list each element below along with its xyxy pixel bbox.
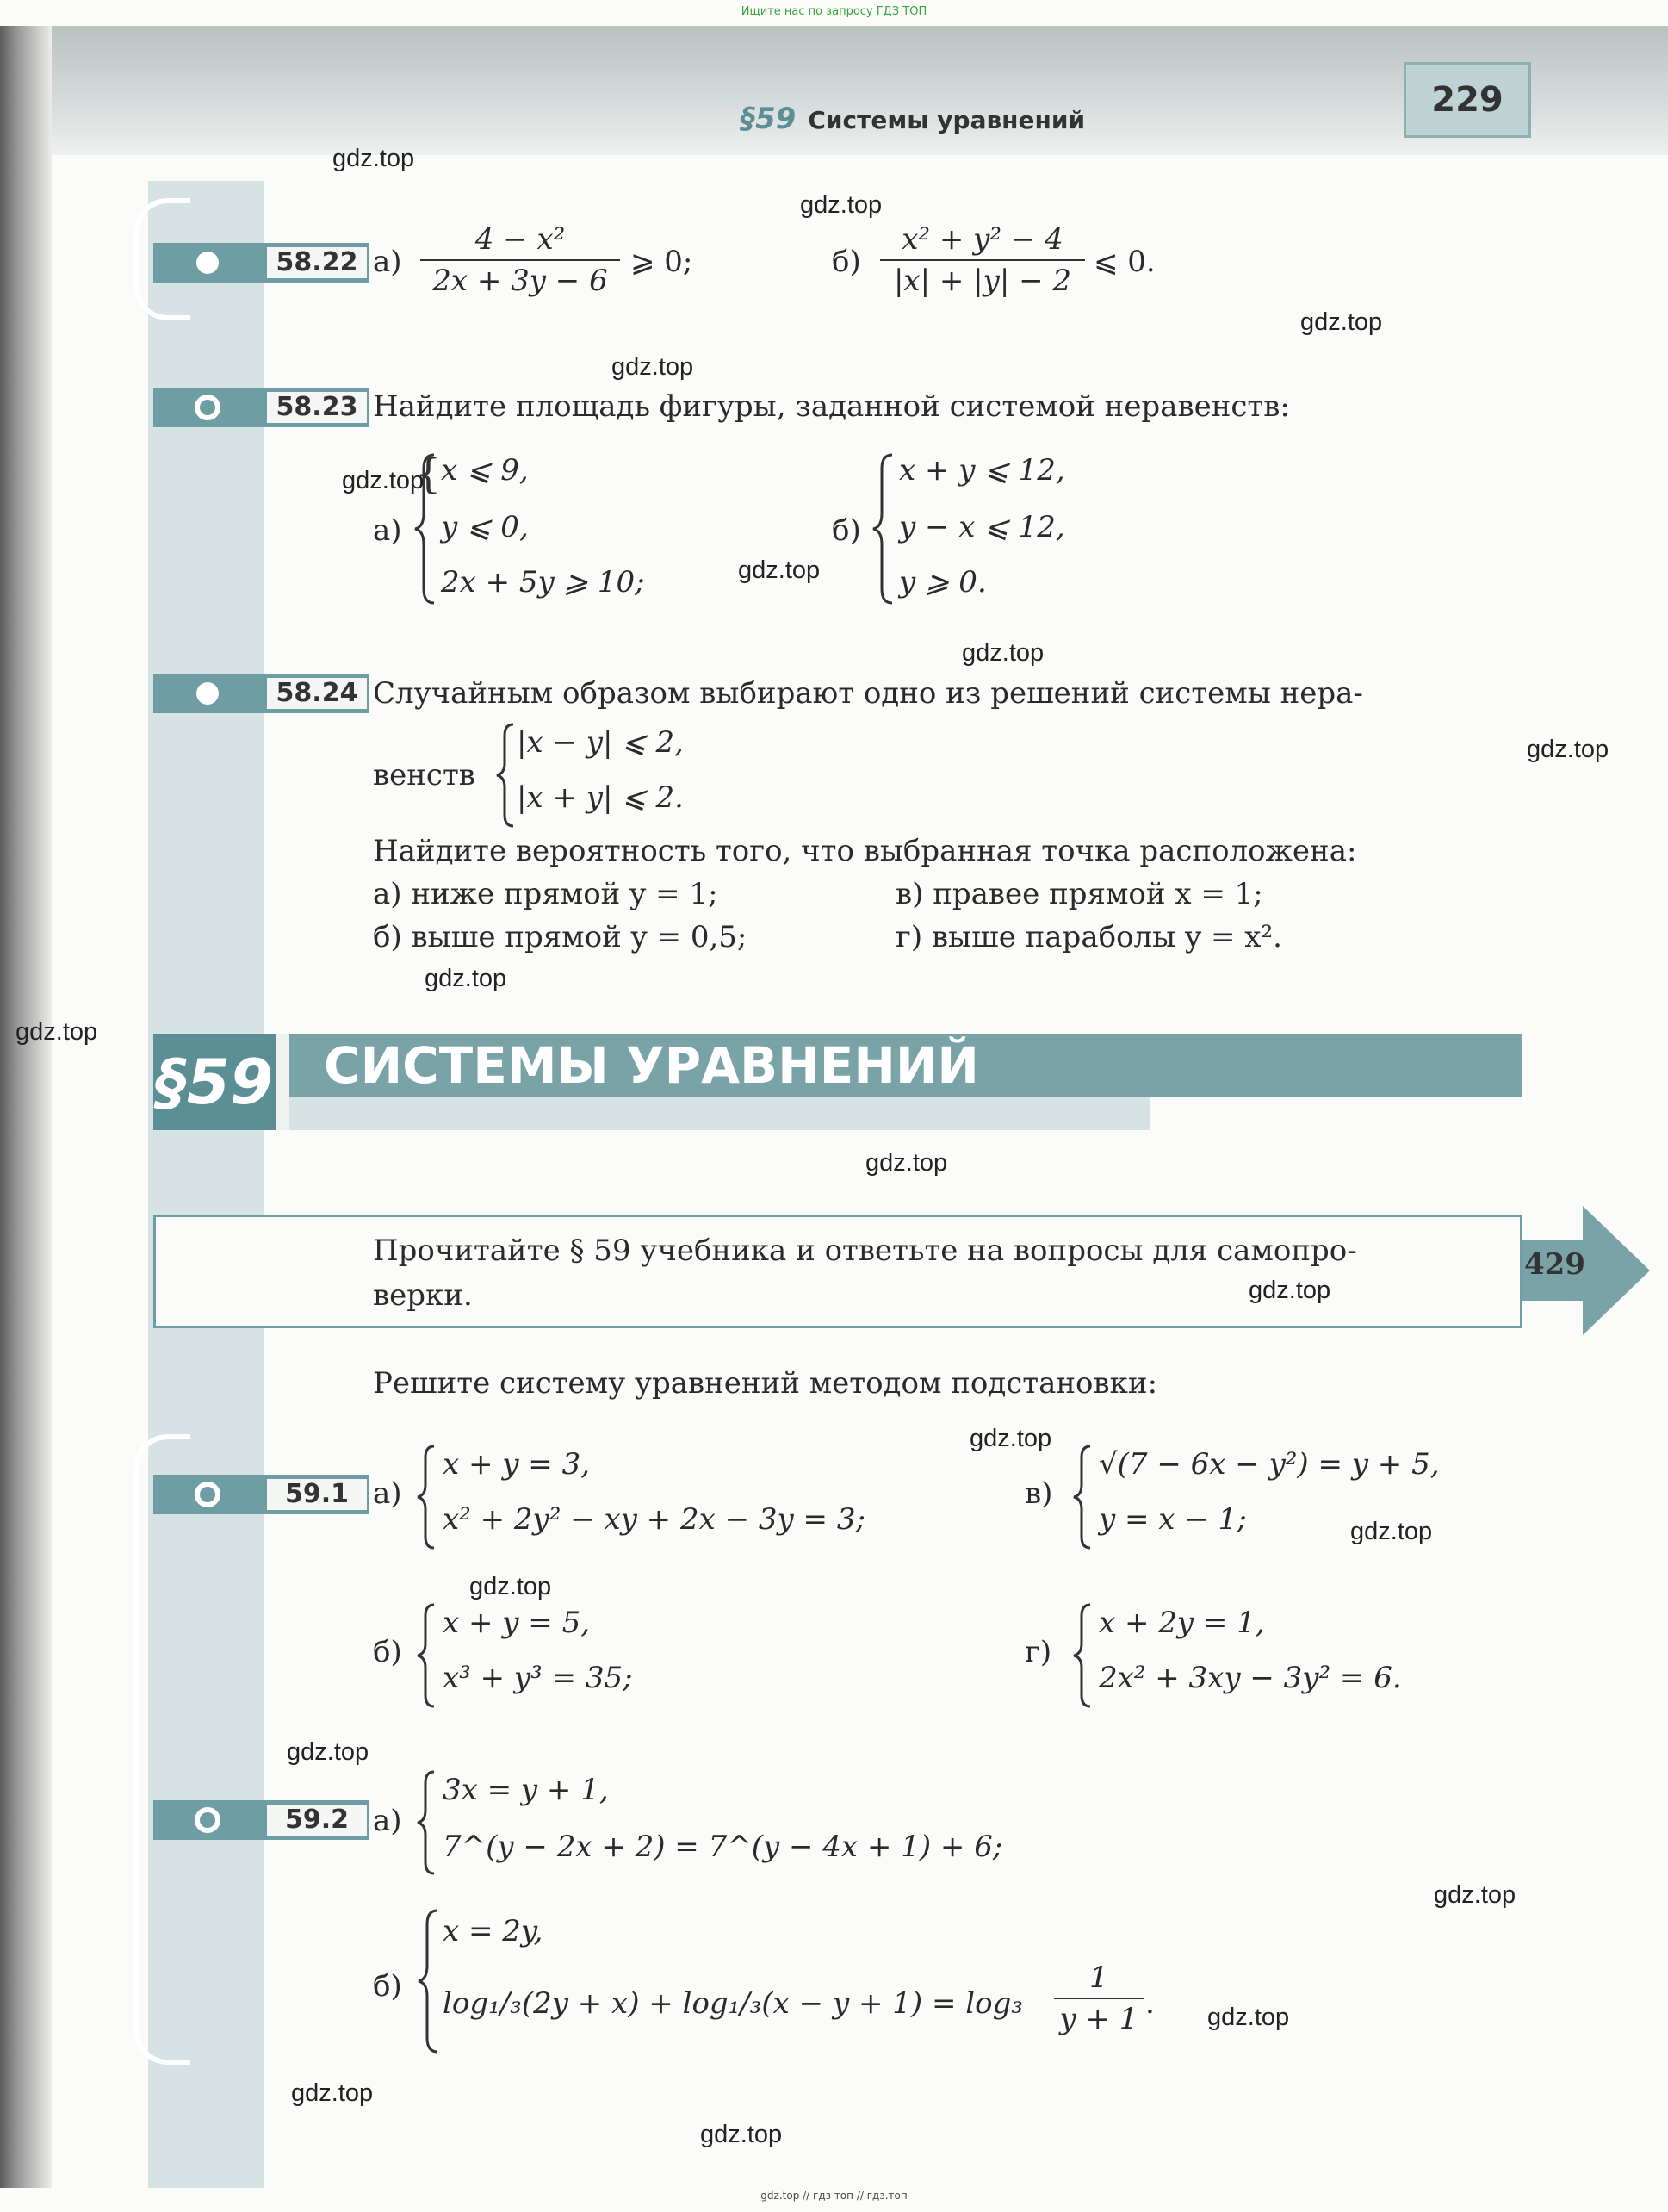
section-title: СИСТЕМЫ УРАВНЕНИЙ (289, 1034, 1522, 1097)
watermark: gdz.top (611, 353, 694, 381)
ring-icon (195, 1482, 220, 1507)
watermark: gdz.top (16, 1018, 98, 1046)
problem-badge-59-2 (153, 1800, 369, 1840)
self-check-text: верки. (373, 1278, 473, 1313)
system-line: |x − y| ⩽ 2, (517, 725, 684, 760)
system-line: y ⩽ 0, (441, 510, 529, 544)
part-label-b: б) (832, 245, 861, 279)
part-label-g: г) (1025, 1635, 1052, 1669)
watermark: gdz.top (332, 145, 415, 172)
self-check-text: Прочитайте § 59 учебника и ответьте на вопросы для самопро- (373, 1233, 1357, 1268)
running-head-title: Системы уравнений (808, 106, 1086, 134)
watermark: gdz.top (1434, 1881, 1516, 1909)
system-brace (415, 1444, 439, 1550)
section-number: §59 (153, 1034, 276, 1130)
problem-number: 59.2 (265, 1803, 369, 1837)
watermark: gdz.top (469, 1573, 552, 1600)
watermark: gdz.top (425, 965, 507, 992)
system-line: x + y ⩽ 12, (899, 453, 1065, 488)
problem-number: 58.24 (265, 676, 369, 711)
part-label-a: а) (373, 513, 402, 548)
part-label-a: а) (373, 1804, 402, 1838)
system-line: √(7 − 6x − y²) = y + 5, (1099, 1447, 1440, 1482)
running-head (741, 102, 1085, 136)
fraction-b (880, 222, 1085, 298)
system-brace (415, 1907, 443, 2055)
system-line: x + 2y = 1, (1099, 1606, 1265, 1640)
problem-text: венств (373, 758, 475, 792)
system-line: x = 2y, (443, 1914, 543, 1948)
problem-number: 59.1 (265, 1477, 369, 1512)
problem-badge-58-23 (153, 388, 369, 427)
answer-option: в) правее прямой x = 1; (896, 877, 1263, 911)
system-brace (494, 722, 518, 829)
system-brace (1071, 1602, 1095, 1709)
system-brace (415, 1769, 439, 1876)
problem-badge-58-22 (153, 243, 369, 283)
period: . (1145, 1986, 1155, 2021)
answer-option: а) ниже прямой y = 1; (373, 877, 718, 911)
watermark: gdz.top (1300, 308, 1383, 336)
fraction-denominator: |x| + |y| − 2 (893, 264, 1072, 298)
fraction-denominator: 2x + 3y − 6 (432, 264, 608, 298)
running-head-section: §59 (741, 102, 797, 136)
page-number: 229 (1404, 62, 1531, 138)
watermark: gdz.top (1350, 1518, 1433, 1545)
system-line: 2x + 5y ⩾ 10; (441, 565, 645, 600)
section-banner (153, 1034, 1522, 1130)
fraction-numerator: 4 − x² (474, 222, 566, 257)
system-brace (1071, 1444, 1095, 1550)
reference-number: 429 (1524, 1247, 1585, 1282)
part-label-a: а) (373, 245, 402, 279)
relation-a: ⩾ 0; (630, 245, 693, 279)
part-label-v: в) (1025, 1476, 1053, 1511)
watermark: gdz.top (342, 467, 425, 494)
problem-badge-58-24 (153, 674, 369, 713)
instruction-text: Решите систему уравнений методом подстановки: (373, 1366, 1158, 1401)
circle-icon (196, 682, 219, 705)
system-brace (870, 451, 897, 606)
watermark: gdz.top (800, 191, 883, 219)
system-line: 2x² + 3xy − 3y² = 6. (1099, 1661, 1402, 1695)
fraction-1-over-y-plus-1 (1054, 1960, 1144, 2036)
page-binding-shadow (0, 26, 52, 2188)
watermark: gdz.top (287, 1738, 369, 1766)
watermark: gdz.top (738, 556, 821, 584)
ring-icon (195, 395, 220, 420)
relation-b: ⩽ 0. (1094, 245, 1156, 279)
bottom-note: gdz.top // гдз топ // гдз.топ (760, 2190, 908, 2202)
part-label-a: а) (373, 1476, 402, 1511)
problem-text: Найдите площадь фигуры, заданной системой неравенств: (373, 389, 1290, 424)
decorative-arc (133, 1434, 190, 2065)
watermark: gdz.top (1527, 736, 1609, 763)
fraction-numerator: x² + y² − 4 (902, 222, 1063, 257)
system-line: y = x − 1; (1099, 1502, 1247, 1537)
answer-option: г) выше параболы y = x². (896, 920, 1282, 954)
system-line: x + y = 5, (443, 1606, 591, 1640)
problem-badge-59-1 (153, 1475, 369, 1514)
fraction-a (420, 222, 620, 298)
part-label-b: б) (373, 1969, 402, 2004)
system-line: x³ + y³ = 35; (443, 1661, 633, 1695)
problem-number: 58.23 (265, 390, 369, 425)
fraction-denominator: y + 1 (1059, 2002, 1138, 2036)
system-brace: { (415, 450, 442, 498)
watermark: gdz.top (970, 1425, 1052, 1452)
watermark: gdz.top (865, 1149, 948, 1177)
system-line: y ⩾ 0. (899, 565, 987, 600)
problem-text: Найдите вероятность того, что выбранная точка расположена: (373, 834, 1357, 868)
system-line: 7^(y − 2x + 2) = 7^(y − 4x + 1) + 6; (443, 1830, 1003, 1864)
part-label-b: б) (373, 1635, 402, 1669)
self-check-box (153, 1215, 1522, 1328)
fraction-numerator: 1 (1089, 1960, 1108, 1995)
system-line: x² + 2y² − xy + 2x − 3y = 3; (443, 1502, 865, 1537)
system-line: 3x = y + 1, (443, 1773, 609, 1807)
circle-icon (196, 252, 219, 274)
watermark: gdz.top (291, 2079, 374, 2107)
problem-text: Случайным образом выбирают одно из решений системы нера- (373, 676, 1363, 711)
system-line: x ⩽ 9, (441, 453, 529, 488)
watermark: gdz.top (1249, 1277, 1331, 1304)
problem-number: 58.22 (265, 245, 369, 280)
watermark: gdz.top (700, 2121, 783, 2148)
system-line: x + y = 3, (443, 1447, 591, 1482)
top-note: Ищите нас по запросу ГДЗ ТОП (741, 5, 927, 18)
ring-icon (195, 1807, 220, 1833)
watermark: gdz.top (962, 639, 1045, 667)
watermark: gdz.top (1207, 2004, 1290, 2031)
system-brace (415, 1602, 439, 1709)
system-line: log₁/₃(2y + x) + log₁/₃(x − y + 1) = log₃ (443, 1986, 1023, 2021)
part-label-b: б) (832, 513, 861, 548)
system-line: y − x ⩽ 12, (899, 510, 1065, 544)
system-line: |x + y| ⩽ 2. (517, 780, 684, 815)
answer-option: б) выше прямой y = 0,5; (373, 920, 747, 954)
